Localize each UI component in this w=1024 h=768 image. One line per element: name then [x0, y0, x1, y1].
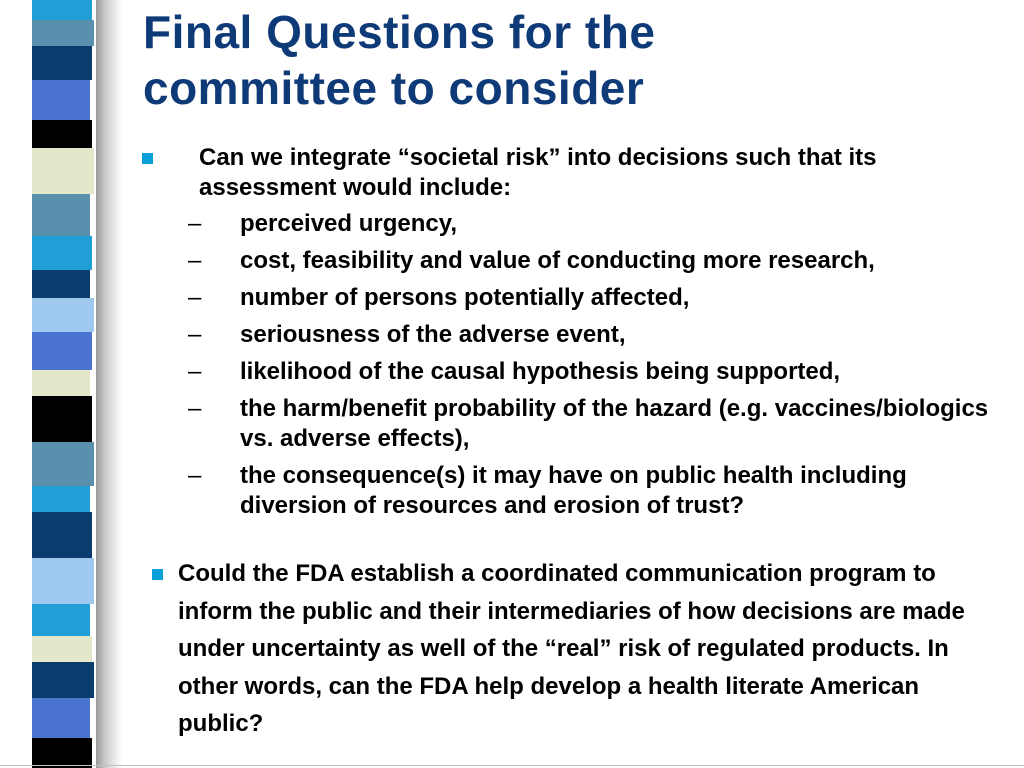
square-bullet-icon — [152, 569, 163, 580]
stripe-block — [32, 512, 92, 558]
stripe-block — [32, 20, 94, 46]
stripe-block — [32, 442, 94, 486]
bullet-2-text: Could the FDA establish a coordinated communication program to inform the public and their intermediaries of how decisions are made under uncertainty as well of the “real” risk of regulated products. In other words, can the FDA help develop a health literate American public? — [178, 560, 965, 737]
stripe-block — [32, 662, 94, 698]
stripe-block — [32, 558, 94, 604]
stripe-block — [32, 396, 92, 442]
sub-bullet-item — [188, 461, 1012, 521]
sub-bullet-list — [142, 209, 1012, 521]
sub-bullet-text: likelihood of the causal hypothesis being supported, — [240, 358, 841, 385]
dash-bullet-icon: – — [188, 247, 202, 274]
bullet-1-text: Can we integrate “societal risk” into decisions such that its assessment would include: — [199, 144, 877, 201]
sub-bullet-text: cost, feasibility and value of conducting more research, — [240, 247, 875, 274]
slide-title-line-2: committee to consider — [143, 62, 645, 114]
sub-bullet-item — [188, 394, 1012, 454]
sub-bullet-text: the harm/benefit probability of the hazard (e.g. vaccines/biologics vs. adverse effects), — [240, 395, 989, 452]
sub-bullet-text: number of persons potentially affected, — [240, 284, 690, 311]
dash-bullet-icon: – — [188, 462, 202, 489]
stripe-block — [32, 148, 94, 194]
dash-bullet-icon: – — [188, 284, 202, 311]
stripe-block — [32, 636, 92, 662]
slide-title-line-1: Final Questions for the — [143, 6, 656, 58]
square-bullet-icon — [142, 153, 153, 164]
stripe-block — [32, 604, 90, 636]
stripe-block — [32, 298, 94, 332]
stripe-block — [32, 194, 90, 236]
dash-bullet-icon: – — [188, 321, 202, 348]
bullet-1-row — [142, 143, 1012, 203]
sub-bullet-item — [188, 246, 1012, 276]
stripe-block — [32, 236, 92, 270]
bullet-1 — [142, 143, 1012, 528]
sub-bullet-item — [188, 357, 1012, 387]
slide-title — [143, 4, 1003, 116]
sub-bullet-text: perceived urgency, — [240, 210, 457, 237]
stripe-block — [32, 370, 90, 396]
stripe-block — [32, 80, 90, 120]
dash-bullet-icon: – — [188, 395, 202, 422]
bottom-divider — [0, 765, 1024, 766]
sub-bullet-text: the consequence(s) it may have on public health including diversion of resources and erosion of trust? — [240, 462, 907, 519]
decorative-stripe-bar — [32, 0, 100, 768]
stripe-block — [32, 698, 90, 738]
sub-bullet-text: seriousness of the adverse event, — [240, 321, 626, 348]
sub-bullet-item — [188, 209, 1012, 239]
sub-bullet-item — [188, 283, 1012, 313]
stripe-block — [32, 120, 92, 148]
sub-bullet-item — [188, 320, 1012, 350]
stripe-block — [32, 46, 92, 80]
bullet-2-row — [148, 555, 1008, 743]
stripe-block — [32, 0, 92, 20]
stripe-block — [32, 486, 90, 512]
stripe-block — [32, 270, 90, 298]
dash-bullet-icon: – — [188, 210, 202, 237]
stripe-block — [32, 332, 92, 370]
stripe-block — [32, 738, 92, 768]
dash-bullet-icon: – — [188, 358, 202, 385]
bullet-2 — [148, 555, 1008, 743]
